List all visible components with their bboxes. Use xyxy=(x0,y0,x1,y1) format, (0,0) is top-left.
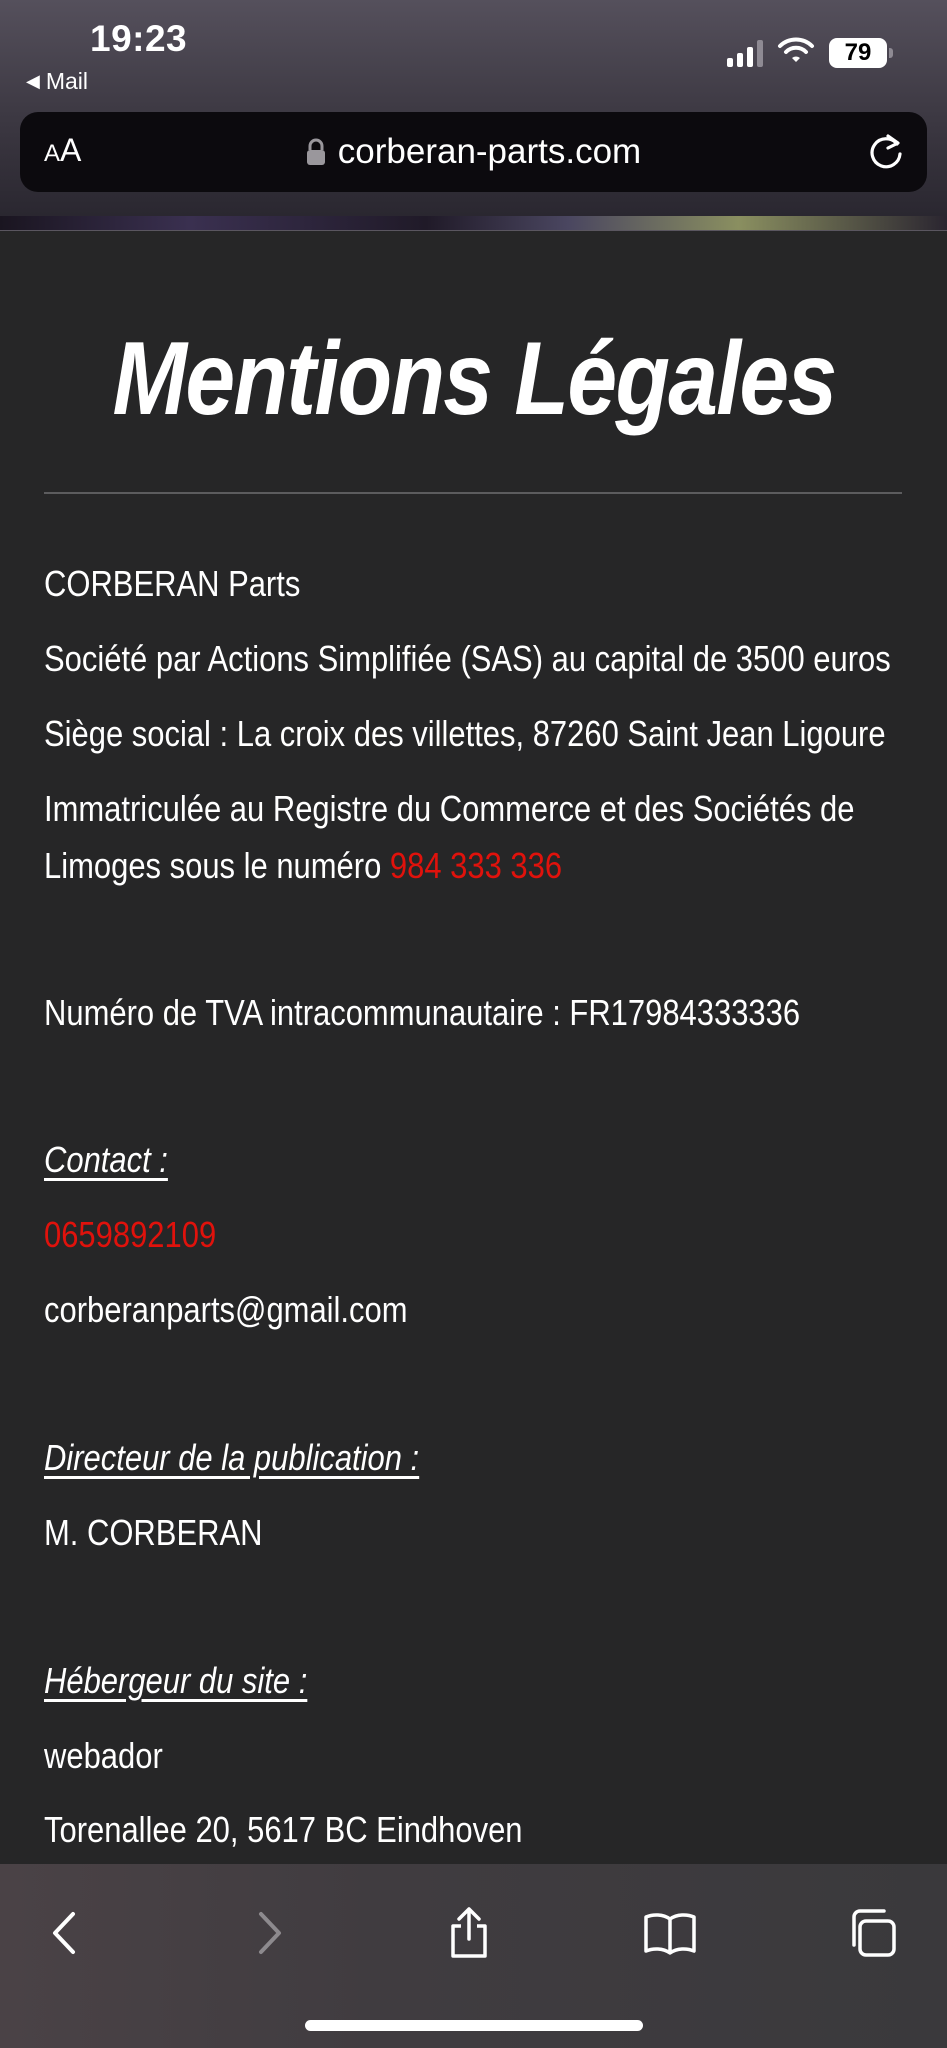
url-display[interactable] xyxy=(20,132,927,172)
tabs-button[interactable] xyxy=(832,1900,912,1970)
tabs-icon xyxy=(846,1907,898,1964)
director-heading: Directeur de la publication : xyxy=(44,1437,420,1478)
title-divider xyxy=(44,492,902,494)
wifi-icon xyxy=(777,36,815,69)
back-app-label: Mail xyxy=(45,68,89,94)
book-icon xyxy=(643,1911,697,1960)
home-indicator xyxy=(305,2020,643,2031)
chevron-right-icon xyxy=(255,1910,285,1961)
host-address: Torenallee 20, 5617 BC Eindhoven xyxy=(44,1809,523,1850)
cellular-signal-icon xyxy=(727,39,763,67)
back-to-mail-button[interactable] xyxy=(26,68,88,95)
back-button[interactable] xyxy=(24,1900,104,1970)
head-office: Siège social : La croix des villettes, 87260 Saint Jean Ligoure xyxy=(44,713,886,754)
bookmarks-button[interactable] xyxy=(630,1900,710,1970)
company-type: Société par Actions Simplifiée (SAS) au capital de 3500 euros xyxy=(44,638,891,679)
chevron-left-icon xyxy=(49,1910,79,1961)
url-text: corberan-parts.com xyxy=(337,132,642,171)
registration-line-1: Immatriculée au Registre du Commerce et des Sociétés de xyxy=(44,788,855,829)
vat-number: Numéro de TVA intracommunautaire : FR17984333336 xyxy=(44,992,801,1033)
browser-toolbar xyxy=(0,1864,947,2048)
site-header-image-strip xyxy=(0,216,947,231)
status-icons xyxy=(727,36,887,69)
host-name: webador xyxy=(44,1735,163,1776)
reader-options-button[interactable]: AA xyxy=(44,132,82,168)
host-heading: Hébergeur du site : xyxy=(44,1660,308,1701)
browser-top-chrome xyxy=(0,0,947,216)
back-triangle-icon: ◀ xyxy=(26,71,40,91)
registration-line-2: Limoges sous le numéro 984 333 336 xyxy=(44,845,563,886)
registration-number-link[interactable]: 984 333 336 xyxy=(389,845,563,886)
battery-icon xyxy=(829,38,887,68)
address-bar[interactable] xyxy=(20,112,927,192)
battery-level: 79 xyxy=(844,38,872,66)
share-icon xyxy=(446,1906,492,1965)
lock-icon xyxy=(306,138,326,166)
contact-heading: Contact : xyxy=(44,1139,168,1180)
page-title: Mentions Légales xyxy=(112,321,836,437)
forward-button[interactable] xyxy=(230,1900,310,1970)
share-button[interactable] xyxy=(429,1900,509,1970)
company-name: CORBERAN Parts xyxy=(44,563,301,604)
director-name: M. CORBERAN xyxy=(44,1512,263,1553)
status-time: 19:23 xyxy=(90,18,188,59)
phone-link[interactable]: 0659892109 xyxy=(44,1214,217,1255)
reload-icon[interactable] xyxy=(867,132,905,177)
email-text[interactable]: corberanparts@gmail.com xyxy=(44,1289,408,1330)
